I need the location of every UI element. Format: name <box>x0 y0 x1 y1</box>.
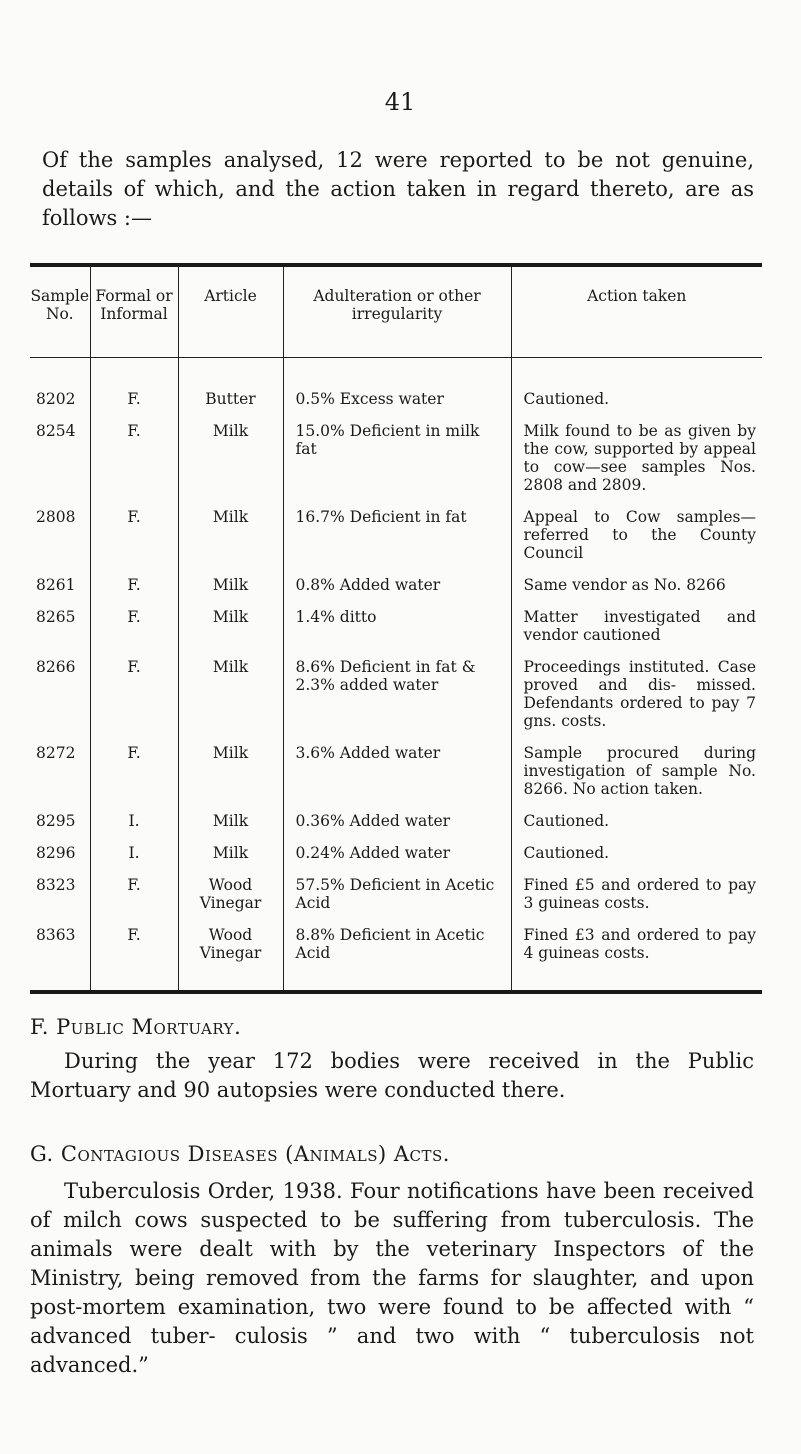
formal-informal: F. <box>90 744 178 812</box>
irregularity: 0.24% Added water <box>283 844 511 876</box>
column-header-sample-no: Sample No. <box>30 287 90 323</box>
irregularity: 0.36% Added water <box>283 812 511 844</box>
formal-informal: F. <box>90 658 178 744</box>
table-row <box>30 576 762 608</box>
irregularity: 8.8% Deficient in Acetic Acid <box>283 926 511 990</box>
sample-number: 8266 <box>36 658 76 676</box>
table-bottom-rule <box>30 990 762 994</box>
irregularity: 3.6% Added water <box>283 744 511 812</box>
irregularity: 0.5% Excess water <box>283 358 511 423</box>
section-heading-contagious-diseases: G. Contagious Diseases (Animals) Acts. <box>30 1142 450 1166</box>
formal-informal: F. <box>90 358 178 423</box>
article: Wood Vinegar <box>178 926 283 990</box>
irregularity: 16.7% Deficient in fat <box>283 508 511 576</box>
action-taken: Sample procured during investigation of sample No. 8266. No action taken. <box>511 744 762 812</box>
action-taken: Fined £3 and ordered to pay 4 guineas costs. <box>511 926 762 990</box>
sample-number: 8254 <box>36 422 76 440</box>
action-taken: Same vendor as No. 8266 <box>511 576 762 608</box>
article: Milk <box>178 508 283 576</box>
action-taken: Appeal to Cow samples— referred to the County Council <box>511 508 762 576</box>
irregularity: 57.5% Deficient in Acetic Acid <box>283 876 511 926</box>
sample-number: 8363 <box>36 926 76 944</box>
section-body-contagious-diseases <box>30 1177 754 1380</box>
table-row <box>30 508 762 576</box>
formal-informal: I. <box>90 812 178 844</box>
article: Milk <box>178 812 283 844</box>
formal-informal: F. <box>90 422 178 508</box>
sample-number: 8265 <box>36 608 76 626</box>
action-taken: Matter investigated and vendor cautioned <box>511 608 762 658</box>
sample-number: 8272 <box>36 744 76 762</box>
samples-table-wrapper <box>30 263 762 994</box>
sample-number: 8261 <box>36 576 76 594</box>
column-header-irregularity: Adulteration or other irregularity <box>283 267 511 358</box>
table-header-row <box>30 267 762 358</box>
table-row <box>30 812 762 844</box>
table-row <box>30 358 762 423</box>
table-row <box>30 658 762 744</box>
table-row <box>30 608 762 658</box>
article: Milk <box>178 744 283 812</box>
action-taken: Milk found to be as given by the cow, supported by appeal to cow—see samples Nos. 2808 and 2809. <box>511 422 762 508</box>
irregularity: 15.0% Deficient in milk fat <box>283 422 511 508</box>
article: Milk <box>178 658 283 744</box>
column-header-article: Article <box>178 267 283 358</box>
section-paragraph: During the year 172 bodies were received in the Public Mortuary and 90 autopsies were conducted there. <box>30 1049 754 1102</box>
irregularity: 8.6% Deficient in fat & 2.3% added water <box>283 658 511 744</box>
sample-number: 8295 <box>36 812 76 830</box>
sample-number: 2808 <box>36 508 76 526</box>
sample-number: 8296 <box>36 844 76 862</box>
table-row <box>30 844 762 876</box>
page-number: 41 <box>384 88 416 116</box>
table-row <box>30 876 762 926</box>
table-row <box>30 422 762 508</box>
irregularity: 1.4% ditto <box>283 608 511 658</box>
formal-informal: I. <box>90 844 178 876</box>
action-taken: Fined £5 and ordered to pay 3 guineas costs. <box>511 876 762 926</box>
action-taken: Proceedings instituted. Case proved and dis- missed. Defendants ordered to pay 7 gns. costs. <box>511 658 762 744</box>
table-row <box>30 926 762 990</box>
article: Butter <box>178 358 283 423</box>
article: Milk <box>178 608 283 658</box>
section-heading-public-mortuary: F. Public Mortuary. <box>30 1015 242 1039</box>
article: Milk <box>178 844 283 876</box>
formal-informal: F. <box>90 876 178 926</box>
formal-informal: F. <box>90 508 178 576</box>
section-paragraph: Tuberculosis Order, 1938. Four notifications have been received of milch cows suspected to be suffering from tuberculosis. The animals were dealt with by the veterinary Inspectors of the Ministry, being removed from the farms for slaughter, and upon post-mortem examination, two were found to be affected with “ advanced tuber- culosis ” and two with “ tuberculosis not advanced.” <box>30 1179 754 1377</box>
action-taken: Cautioned. <box>511 358 762 423</box>
column-header-formal-informal: Formal or Informal <box>90 267 178 358</box>
intro-text: Of the samples analysed, 12 were reported to be not genuine, details of which, and the action taken in regard thereto, are as follows :— <box>42 148 754 230</box>
formal-informal: F. <box>90 926 178 990</box>
article: Milk <box>178 422 283 508</box>
section-body-public-mortuary <box>30 1047 754 1105</box>
formal-informal: F. <box>90 608 178 658</box>
samples-table <box>30 267 762 990</box>
table-row <box>30 744 762 812</box>
irregularity: 0.8% Added water <box>283 576 511 608</box>
column-header-action-taken: Action taken <box>511 267 762 358</box>
formal-informal: F. <box>90 576 178 608</box>
sample-number: 8202 <box>36 390 76 408</box>
article: Wood Vinegar <box>178 876 283 926</box>
article: Milk <box>178 576 283 608</box>
intro-paragraph <box>42 146 754 233</box>
action-taken: Cautioned. <box>511 844 762 876</box>
action-taken: Cautioned. <box>511 812 762 844</box>
sample-number: 8323 <box>36 876 76 894</box>
